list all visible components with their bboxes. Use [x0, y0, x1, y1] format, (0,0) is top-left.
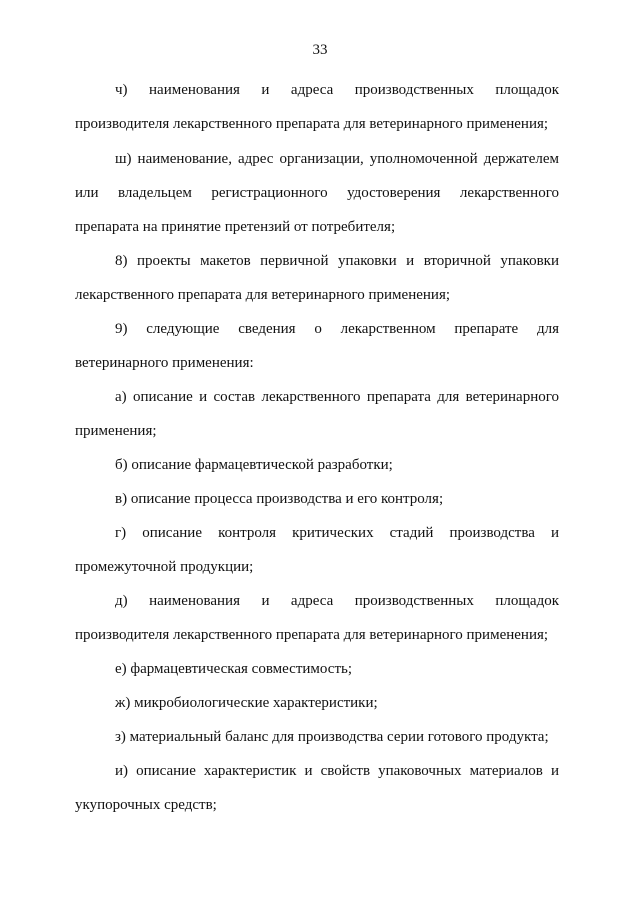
paragraph-z: з) материальный баланс для производства серии готового продукта; — [115, 729, 549, 745]
paragraph-g: г) описание контроля критических стадий производства и промежуточной продукции; — [75, 525, 559, 575]
paragraph-d: д) наименования и адреса производственных площадок производителя лекарственного препарата для ветеринарного применения; — [75, 593, 559, 643]
paragraph-9: 9) следующие сведения о лекарственном препарате для ветеринарного применения: — [75, 321, 559, 371]
paragraph-ch: ч) наименования и адреса производственных площадок производителя лекарственного препарата для ветеринарного применения; — [75, 82, 559, 132]
paragraph-v: в) описание процесса производства и его контроля; — [115, 491, 444, 507]
paragraph-e: е) фармацевтическая совместимость; — [115, 661, 353, 677]
paragraph-b: б) описание фармацевтической разработки; — [115, 457, 393, 473]
paragraph-8: 8) проекты макетов первичной упаковки и вторичной упаковки лекарственного препарата для ветеринарного применения; — [75, 253, 559, 303]
paragraph-i: и) описание характеристик и свойств упаковочных материалов и укупорочных средств; — [75, 763, 559, 813]
paragraph-sh: ш) наименование, адрес организации, уполномоченной держателем или владельцем регистрационного удостоверения лекарственного препарата на принятие претензий от потребителя; — [75, 151, 559, 235]
page-number: 33 — [312, 42, 328, 58]
paragraph-a: а) описание и состав лекарственного препарата для ветеринарного применения; — [75, 389, 559, 439]
paragraph-zh: ж) микробиологические характеристики; — [115, 695, 378, 711]
